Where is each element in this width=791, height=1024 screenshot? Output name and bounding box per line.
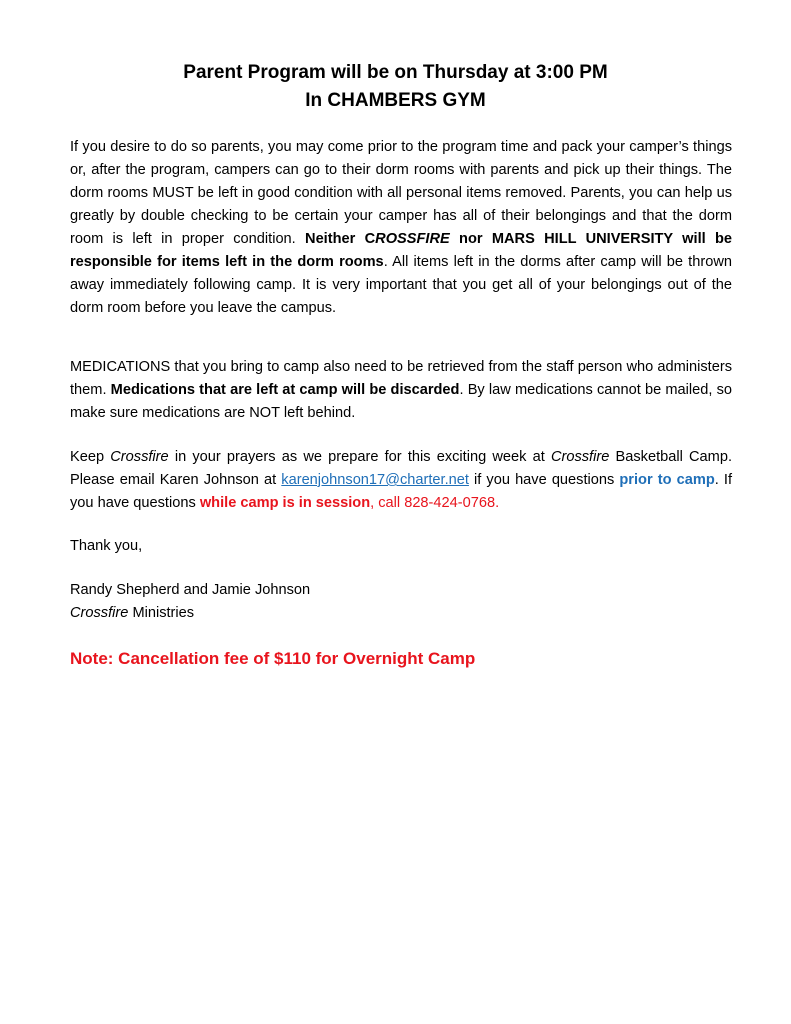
email-link[interactable]: karenjohnson17@charter.net — [281, 472, 469, 488]
thank-you-line: Thank you, — [70, 538, 143, 554]
responsibility-notice-part-a: Neither C — [305, 231, 376, 247]
medications-text-a: MEDICATIONS that you bring to camp also need to be retrieved from the staff person who administers them. — [70, 359, 732, 398]
crossfire-italic-2: Crossfire — [550, 449, 610, 465]
paragraph-contact — [70, 446, 732, 515]
signers-line: Randy Shepherd and Jamie Johnson — [70, 582, 311, 598]
title-line-1: Parent Program will be on Thursday at 3:00 PM — [183, 62, 608, 83]
paragraph-dorm-text-a: If you desire to do so parents, you may come prior to the program time and pack your camper’s things or, after the program, campers can go to their dorm rooms with parents and pick up their things. The dorm rooms MUST be left in good condition with all personal items removed. Parents, you can help us greatly by double checking to be certain your camper has all of their belongings and that the dorm room is left in proper condition. — [70, 139, 732, 247]
contact-text-e: . If you have questions — [70, 472, 732, 511]
phone-number-text: , call 828-424-0768. — [370, 495, 500, 511]
organization-ministries: Ministries — [128, 605, 195, 621]
paragraph-dorm-rooms — [70, 136, 732, 320]
organization-line — [70, 602, 194, 625]
contact-text-b: in your prayers as we prepare for this exciting week at — [168, 449, 551, 465]
responsibility-notice-part-b: nor MARS HILL UNIVERSITY will be responsible for items left in the dorm rooms — [70, 231, 733, 270]
in-session-highlight: while camp is in session — [199, 495, 371, 511]
crossfire-italic-1: Crossfire — [110, 449, 169, 465]
medications-text-b: . By law medications cannot be mailed, so make sure medications are NOT left behind. — [70, 382, 732, 421]
contact-text-c: Basketball Camp. Please email Karen Johnson at — [70, 449, 732, 488]
contact-text-d: if you have questions — [468, 472, 620, 488]
prior-to-camp-highlight: prior to camp — [619, 472, 715, 488]
paragraph-medications — [70, 356, 732, 425]
responsibility-notice-crossfire: ROSSFIRE — [375, 231, 450, 247]
title-line-2: In CHAMBERS GYM — [305, 90, 486, 111]
contact-text-a: Keep — [70, 449, 111, 465]
medications-discard-notice: Medications that are left at camp will be discarded — [110, 382, 460, 398]
cancellation-fee-note: Note: Cancellation fee of $110 for Overnight Camp — [70, 649, 476, 668]
organization-crossfire: Crossfire — [70, 605, 129, 621]
paragraph-dorm-text-b: . All items left in the dorms after camp will be thrown away immediately following camp. It is very important that you get all of your belongings out of the dorm room before you leave the campus. — [70, 254, 732, 316]
